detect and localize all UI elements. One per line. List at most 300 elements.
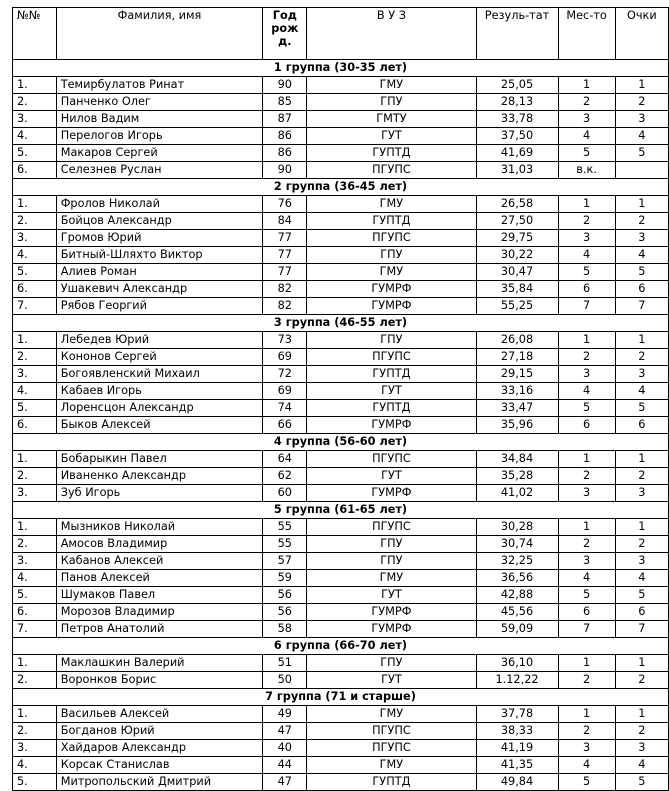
birth-year: 77 <box>263 247 307 264</box>
row-number: 1. <box>13 519 57 536</box>
group-title: 1 группа (30-35 лет) <box>13 60 669 77</box>
points: 3 <box>615 230 668 247</box>
result-time: 38,33 <box>476 723 558 740</box>
university: ГПУ <box>307 94 476 111</box>
birth-year: 64 <box>263 451 307 468</box>
points: 2 <box>615 94 668 111</box>
university: ГПУ <box>307 655 476 672</box>
participant-name: Лоренсцон Александр <box>56 400 263 417</box>
place: 3 <box>558 553 615 570</box>
result-time: 45,56 <box>476 604 558 621</box>
university: ГУТ <box>307 468 476 485</box>
row-number: 2. <box>13 349 57 366</box>
table-row <box>13 94 669 111</box>
birth-year: 74 <box>263 400 307 417</box>
row-number: 1. <box>13 77 57 94</box>
table-row <box>13 264 669 281</box>
table-row <box>13 77 669 94</box>
participant-name: Иваненко Александр <box>56 468 263 485</box>
place: 5 <box>558 145 615 162</box>
result-time: 27,18 <box>476 349 558 366</box>
birth-year: 59 <box>263 570 307 587</box>
birth-year: 60 <box>263 485 307 502</box>
birth-year: 66 <box>263 417 307 434</box>
participant-name: Амосов Владимир <box>56 536 263 553</box>
result-time: 30,47 <box>476 264 558 281</box>
table-row <box>13 536 669 553</box>
place: 5 <box>558 264 615 281</box>
university: ГМУ <box>307 757 476 774</box>
result-time: 30,22 <box>476 247 558 264</box>
points: 1 <box>615 519 668 536</box>
points: 4 <box>615 247 668 264</box>
university: ГУМРФ <box>307 604 476 621</box>
birth-year: 82 <box>263 298 307 315</box>
result-time: 41,69 <box>476 145 558 162</box>
university: ГУМРФ <box>307 417 476 434</box>
place: 1 <box>558 196 615 213</box>
header-name: Фамилия, имя <box>56 8 263 60</box>
university: ГУТ <box>307 587 476 604</box>
birth-year: 57 <box>263 553 307 570</box>
table-row <box>13 332 669 349</box>
table-row <box>13 383 669 400</box>
row-number: 6. <box>13 417 57 434</box>
place: 2 <box>558 723 615 740</box>
row-number: 3. <box>13 553 57 570</box>
points: 2 <box>615 536 668 553</box>
result-time: 1.12,22 <box>476 672 558 689</box>
points <box>615 162 668 179</box>
row-number: 4. <box>13 128 57 145</box>
result-time: 32,25 <box>476 553 558 570</box>
participant-name: Панченко Олег <box>56 94 263 111</box>
points: 1 <box>615 655 668 672</box>
table-row <box>13 196 669 213</box>
row-number: 3. <box>13 485 57 502</box>
row-number: 2. <box>13 672 57 689</box>
university: ГУМРФ <box>307 621 476 638</box>
place: 2 <box>558 213 615 230</box>
header-points: Очки <box>615 8 668 60</box>
participant-name: Кабанов Алексей <box>56 553 263 570</box>
place: 3 <box>558 111 615 128</box>
table-row <box>13 281 669 298</box>
points: 7 <box>615 298 668 315</box>
birth-year: 90 <box>263 162 307 179</box>
birth-year: 90 <box>263 77 307 94</box>
university: ГМТУ <box>307 111 476 128</box>
points: 6 <box>615 281 668 298</box>
row-number: 4. <box>13 383 57 400</box>
participant-name: Бобарыкин Павел <box>56 451 263 468</box>
points: 4 <box>615 757 668 774</box>
points: 2 <box>615 723 668 740</box>
participant-name: Кабаев Игорь <box>56 383 263 400</box>
row-number: 7. <box>13 621 57 638</box>
university: ГПУ <box>307 536 476 553</box>
table-row <box>13 162 669 179</box>
participant-name: Алиев Роман <box>56 264 263 281</box>
place: 1 <box>558 706 615 723</box>
birth-year: 69 <box>263 349 307 366</box>
university: ГУМРФ <box>307 281 476 298</box>
points: 6 <box>615 417 668 434</box>
birth-year: 50 <box>263 672 307 689</box>
place: 4 <box>558 128 615 145</box>
birth-year: 47 <box>263 723 307 740</box>
table-row <box>13 230 669 247</box>
birth-year: 86 <box>263 128 307 145</box>
place: 1 <box>558 77 615 94</box>
participant-name: Митропольский Дмитрий <box>56 774 263 791</box>
participant-name: Ушакевич Александр <box>56 281 263 298</box>
header-uni: В У З <box>307 8 476 60</box>
birth-year: 87 <box>263 111 307 128</box>
place: 3 <box>558 740 615 757</box>
place: 2 <box>558 468 615 485</box>
points: 4 <box>615 128 668 145</box>
table-row <box>13 128 669 145</box>
university: ГУТ <box>307 672 476 689</box>
birth-year: 77 <box>263 230 307 247</box>
participant-name: Васильев Алексей <box>56 706 263 723</box>
participant-name: Мызников Николай <box>56 519 263 536</box>
group-title: 4 группа (56-60 лет) <box>13 434 669 451</box>
points: 7 <box>615 621 668 638</box>
group-title: 3 группа (46-55 лет) <box>13 315 669 332</box>
participant-name: Бойцов Александр <box>56 213 263 230</box>
header-row <box>13 8 669 60</box>
points: 1 <box>615 706 668 723</box>
table-row <box>13 247 669 264</box>
place: 2 <box>558 536 615 553</box>
university: ГМУ <box>307 264 476 281</box>
table-row <box>13 366 669 383</box>
table-row <box>13 587 669 604</box>
university: ГУТ <box>307 383 476 400</box>
row-number: 2. <box>13 723 57 740</box>
row-number: 2. <box>13 468 57 485</box>
participant-name: Селезнев Руслан <box>56 162 263 179</box>
points: 6 <box>615 604 668 621</box>
birth-year: 55 <box>263 536 307 553</box>
participant-name: Темирбулатов Ринат <box>56 77 263 94</box>
table-row <box>13 723 669 740</box>
participant-name: Богданов Юрий <box>56 723 263 740</box>
place: 3 <box>558 485 615 502</box>
result-time: 30,74 <box>476 536 558 553</box>
participant-name: Панов Алексей <box>56 570 263 587</box>
birth-year: 49 <box>263 706 307 723</box>
university: ПГУПС <box>307 740 476 757</box>
birth-year: 51 <box>263 655 307 672</box>
row-number: 1. <box>13 196 57 213</box>
participant-name: Макаров Сергей <box>56 145 263 162</box>
group-header-row <box>13 434 669 451</box>
birth-year: 47 <box>263 774 307 791</box>
points: 3 <box>615 740 668 757</box>
row-number: 4. <box>13 247 57 264</box>
university: ПГУПС <box>307 451 476 468</box>
university: ГУПТД <box>307 213 476 230</box>
result-time: 35,96 <box>476 417 558 434</box>
header-place: Мес-то <box>558 8 615 60</box>
place: 1 <box>558 332 615 349</box>
place: 7 <box>558 621 615 638</box>
participant-name: Корсак Станислав <box>56 757 263 774</box>
group-header-row <box>13 315 669 332</box>
row-number: 7. <box>13 298 57 315</box>
university: ГПУ <box>307 332 476 349</box>
place: 1 <box>558 451 615 468</box>
place: 5 <box>558 400 615 417</box>
table-row <box>13 672 669 689</box>
result-time: 55,25 <box>476 298 558 315</box>
table-row <box>13 451 669 468</box>
row-number: 3. <box>13 740 57 757</box>
participant-name: Богоявленский Михаил <box>56 366 263 383</box>
header-num: №№ <box>13 8 57 60</box>
table-row <box>13 774 669 791</box>
result-time: 37,78 <box>476 706 558 723</box>
result-time: 36,56 <box>476 570 558 587</box>
birth-year: 40 <box>263 740 307 757</box>
birth-year: 44 <box>263 757 307 774</box>
university: ГУМРФ <box>307 298 476 315</box>
birth-year: 82 <box>263 281 307 298</box>
group-title: 7 группа (71 и старше) <box>13 689 669 706</box>
birth-year: 58 <box>263 621 307 638</box>
birth-year: 56 <box>263 587 307 604</box>
row-number: 3. <box>13 111 57 128</box>
participant-name: Громов Юрий <box>56 230 263 247</box>
place: в.к. <box>558 162 615 179</box>
table-row <box>13 111 669 128</box>
university: ГУПТД <box>307 366 476 383</box>
result-time: 28,13 <box>476 94 558 111</box>
result-time: 33,47 <box>476 400 558 417</box>
group-header-row <box>13 638 669 655</box>
table-row <box>13 417 669 434</box>
participant-name: Воронков Борис <box>56 672 263 689</box>
table-row <box>13 349 669 366</box>
row-number: 5. <box>13 264 57 281</box>
points: 3 <box>615 366 668 383</box>
university: ГУТ <box>307 128 476 145</box>
table-row <box>13 145 669 162</box>
result-time: 25,05 <box>476 77 558 94</box>
result-time: 49,84 <box>476 774 558 791</box>
participant-name: Кононов Сергей <box>56 349 263 366</box>
result-time: 36,10 <box>476 655 558 672</box>
place: 1 <box>558 655 615 672</box>
university: ГПУ <box>307 247 476 264</box>
result-time: 29,15 <box>476 366 558 383</box>
row-number: 4. <box>13 757 57 774</box>
result-time: 34,84 <box>476 451 558 468</box>
birth-year: 56 <box>263 604 307 621</box>
header-result: Резуль-тат <box>476 8 558 60</box>
group-header-row <box>13 60 669 77</box>
place: 6 <box>558 604 615 621</box>
university: ГУПТД <box>307 145 476 162</box>
table-row <box>13 400 669 417</box>
university: ГМУ <box>307 706 476 723</box>
participant-name: Зуб Игорь <box>56 485 263 502</box>
table-row <box>13 485 669 502</box>
group-header-row <box>13 689 669 706</box>
participant-name: Петров Анатолий <box>56 621 263 638</box>
table-row <box>13 655 669 672</box>
points: 2 <box>615 349 668 366</box>
header-year: Год рож д. <box>263 8 307 60</box>
points: 1 <box>615 77 668 94</box>
group-title: 2 группа (36-45 лет) <box>13 179 669 196</box>
participant-name: Морозов Владимир <box>56 604 263 621</box>
row-number: 1. <box>13 451 57 468</box>
participant-name: Маклашкин Валерий <box>56 655 263 672</box>
row-number: 5. <box>13 400 57 417</box>
university: ПГУПС <box>307 162 476 179</box>
points: 1 <box>615 196 668 213</box>
results-body <box>13 60 669 791</box>
points: 5 <box>615 400 668 417</box>
birth-year: 55 <box>263 519 307 536</box>
birth-year: 62 <box>263 468 307 485</box>
birth-year: 73 <box>263 332 307 349</box>
table-row <box>13 706 669 723</box>
points: 2 <box>615 672 668 689</box>
group-title: 5 группа (61-65 лет) <box>13 502 669 519</box>
points: 4 <box>615 383 668 400</box>
place: 3 <box>558 230 615 247</box>
participant-name: Шумаков Павел <box>56 587 263 604</box>
participant-name: Хайдаров Александр <box>56 740 263 757</box>
university: ГУМРФ <box>307 485 476 502</box>
row-number: 1. <box>13 332 57 349</box>
participant-name: Быков Алексей <box>56 417 263 434</box>
university: ГМУ <box>307 77 476 94</box>
row-number: 2. <box>13 94 57 111</box>
points: 3 <box>615 553 668 570</box>
result-time: 41,19 <box>476 740 558 757</box>
points: 5 <box>615 587 668 604</box>
result-time: 27,50 <box>476 213 558 230</box>
participant-name: Битный-Шляхто Виктор <box>56 247 263 264</box>
points: 3 <box>615 111 668 128</box>
birth-year: 76 <box>263 196 307 213</box>
university: ПГУПС <box>307 519 476 536</box>
result-time: 29,75 <box>476 230 558 247</box>
table-row <box>13 570 669 587</box>
row-number: 2. <box>13 536 57 553</box>
points: 4 <box>615 570 668 587</box>
result-time: 42,88 <box>476 587 558 604</box>
group-title: 6 группа (66-70 лет) <box>13 638 669 655</box>
row-number: 1. <box>13 706 57 723</box>
table-row <box>13 621 669 638</box>
row-number: 5. <box>13 145 57 162</box>
place: 4 <box>558 570 615 587</box>
university: ГУПТД <box>307 774 476 791</box>
birth-year: 72 <box>263 366 307 383</box>
university: ПГУПС <box>307 349 476 366</box>
result-time: 33,16 <box>476 383 558 400</box>
place: 1 <box>558 519 615 536</box>
table-row <box>13 468 669 485</box>
table-row <box>13 740 669 757</box>
row-number: 6. <box>13 162 57 179</box>
place: 7 <box>558 298 615 315</box>
result-time: 59,09 <box>476 621 558 638</box>
row-number: 6. <box>13 604 57 621</box>
points: 2 <box>615 468 668 485</box>
place: 2 <box>558 349 615 366</box>
result-time: 41,35 <box>476 757 558 774</box>
place: 2 <box>558 672 615 689</box>
points: 2 <box>615 213 668 230</box>
place: 4 <box>558 757 615 774</box>
place: 3 <box>558 366 615 383</box>
place: 4 <box>558 247 615 264</box>
points: 1 <box>615 451 668 468</box>
result-time: 26,58 <box>476 196 558 213</box>
university: ГПУ <box>307 553 476 570</box>
points: 5 <box>615 145 668 162</box>
birth-year: 69 <box>263 383 307 400</box>
birth-year: 86 <box>263 145 307 162</box>
table-row <box>13 553 669 570</box>
participant-name: Перелогов Игорь <box>56 128 263 145</box>
row-number: 5. <box>13 774 57 791</box>
result-time: 41,02 <box>476 485 558 502</box>
participant-name: Фролов Николай <box>56 196 263 213</box>
points: 3 <box>615 485 668 502</box>
university: ПГУПС <box>307 723 476 740</box>
place: 4 <box>558 383 615 400</box>
place: 5 <box>558 587 615 604</box>
university: ГМУ <box>307 196 476 213</box>
row-number: 3. <box>13 366 57 383</box>
place: 5 <box>558 774 615 791</box>
result-time: 30,28 <box>476 519 558 536</box>
participant-name: Рябов Георгий <box>56 298 263 315</box>
result-time: 37,50 <box>476 128 558 145</box>
group-header-row <box>13 179 669 196</box>
participant-name: Нилов Вадим <box>56 111 263 128</box>
university: ГУПТД <box>307 400 476 417</box>
table-row <box>13 604 669 621</box>
points: 5 <box>615 264 668 281</box>
table-row <box>13 213 669 230</box>
result-time: 35,84 <box>476 281 558 298</box>
place: 6 <box>558 417 615 434</box>
points: 5 <box>615 774 668 791</box>
place: 6 <box>558 281 615 298</box>
points: 1 <box>615 332 668 349</box>
university: ГМУ <box>307 570 476 587</box>
result-time: 33,78 <box>476 111 558 128</box>
result-time: 35,28 <box>476 468 558 485</box>
row-number: 1. <box>13 655 57 672</box>
table-row <box>13 757 669 774</box>
place: 2 <box>558 94 615 111</box>
table-row <box>13 298 669 315</box>
participant-name: Лебедев Юрий <box>56 332 263 349</box>
table-row <box>13 519 669 536</box>
row-number: 6. <box>13 281 57 298</box>
